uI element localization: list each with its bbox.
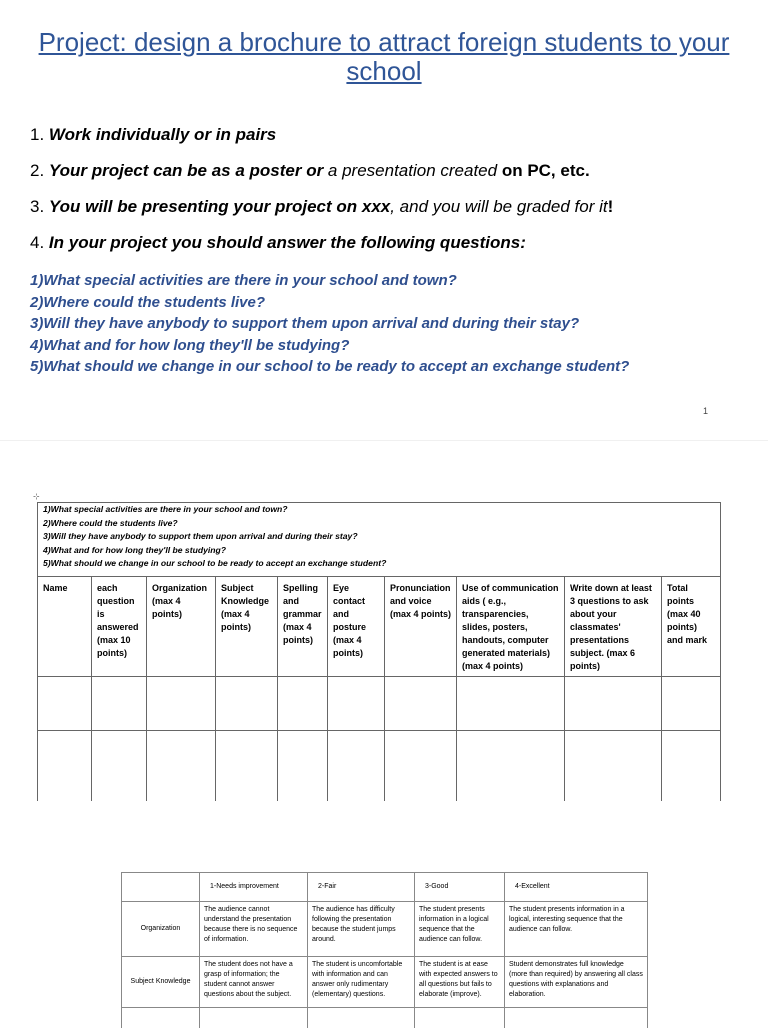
evaluation-header-cell: Name [38,577,92,677]
instruction-text: You will be presenting your project on xxx [48,197,391,216]
page-three [0,872,768,1024]
instruction-text: Your project can be as a poster or [48,161,324,180]
evaluation-question: 1)What special activities are there in your school and town? [43,504,288,514]
rubric-header-cell: 1-Needs improvement [200,873,308,902]
rubric-row-label: Subject Knowledge [122,957,200,1008]
page-one [0,0,768,440]
instruction-number: 1. [30,125,49,144]
question-item: 5)What should we change in our school to be ready to accept an exchange student? [30,358,630,375]
instruction-item [30,196,750,218]
rubric-table [121,872,648,1028]
instruction-text: , and you will be graded for it [390,197,608,216]
evaluation-header-cell: each question is answered (max 10 points) [92,577,147,677]
evaluation-header-cell: Total points (max 40 points) and mark [662,577,721,677]
evaluation-question: 3)Will they have anybody to support them upon arrival and during their stay? [43,531,358,541]
evaluation-header-cell: Write down at least 3 questions to ask about your classmates' presentations subject. (max 6 points) [565,577,662,677]
evaluation-header-cell: Pronunciation and voice (max 4 points) [385,577,457,677]
instruction-text: ! [607,197,614,216]
rubric-cell: The student is at ease with expected answers to all questions but fails to elaborate (improve). [415,957,505,1008]
rubric-cell: The student does not have a grasp of information; the student cannot answer questions about the subject. [200,957,308,1008]
rubric-header-cell: 4-Excellent [505,873,648,902]
evaluation-header-cell: Eye contact and posture (max 4 points) [328,577,385,677]
question-item: 2)Where could the students live? [30,293,266,311]
instruction-number: 4. [30,233,49,252]
evaluation-question: 5)What should we change in our school to be ready to accept an exchange student? [43,558,387,568]
rubric-header-cell: 2-Fair [308,873,415,902]
evaluation-header-cell: Spelling and grammar (max 4 points) [278,577,328,677]
evaluation-header-cell: Organization (max 4 points) [147,577,216,677]
rubric-cell: The audience cannot understand the presentation because there is no sequence of information. [200,902,308,957]
instruction-text: Work individually or in pairs [48,125,277,144]
rubric-cell: The student presents information in a logical sequence that the audience can follow. [415,902,505,957]
evaluation-question: 4)What and for how long they'll be studying? [43,544,226,555]
page-separator [0,440,768,441]
instruction-item [30,232,750,254]
evaluation-header-cell: Use of communication aids ( e.g., transparencies, slides, posters, handouts, computer generated materials) (max 4 points) [457,577,565,677]
instruction-number: 2. [30,161,49,180]
rubric-row-label: Organization [122,902,200,957]
evaluation-header-cell: Subject Knowledge (max 4 points) [216,577,278,677]
table-anchor-icon: ⊹ [33,492,40,501]
instruction-item [30,160,750,182]
instruction-number: 3. [30,197,49,216]
rubric-cell: Student demonstrates full knowledge (more than required) by answering all class questions with explanations and elaboration. [505,957,648,1008]
instruction-text: on PC, etc. [501,161,590,180]
rubric-cell: The student presents information in a logical, interesting sequence that the audience can follow. [505,902,648,957]
page-title: Project: design a brochure to attract foreign students to your school [38,27,730,86]
instruction-list [30,124,750,268]
page-two [0,490,768,810]
question-item: 4)What and for how long they'll be studying? [30,336,350,354]
rubric-cell: The student is uncomfortable with information and can answer only rudimentary (elementary) questions. [308,957,415,1008]
evaluation-question: 2)Where could the students live? [43,517,178,528]
instruction-text: a presentation created [323,161,502,180]
instruction-item [30,124,750,146]
question-item: 1)What special activities are there in your school and town? [30,272,457,289]
evaluation-questions-cell [38,503,721,577]
evaluation-table [37,502,721,801]
rubric-cell: The audience has difficulty following the presentation because the student jumps around. [308,902,415,957]
rubric-header-cell [122,873,200,902]
question-item: 3)Will they have anybody to support them upon arrival and during their stay? [30,315,580,332]
instruction-text: In your project you should answer the following questions: [48,233,526,252]
page-number: 1 [702,406,708,416]
rubric-header-cell: 3-Good [415,873,505,902]
question-list [30,270,750,378]
